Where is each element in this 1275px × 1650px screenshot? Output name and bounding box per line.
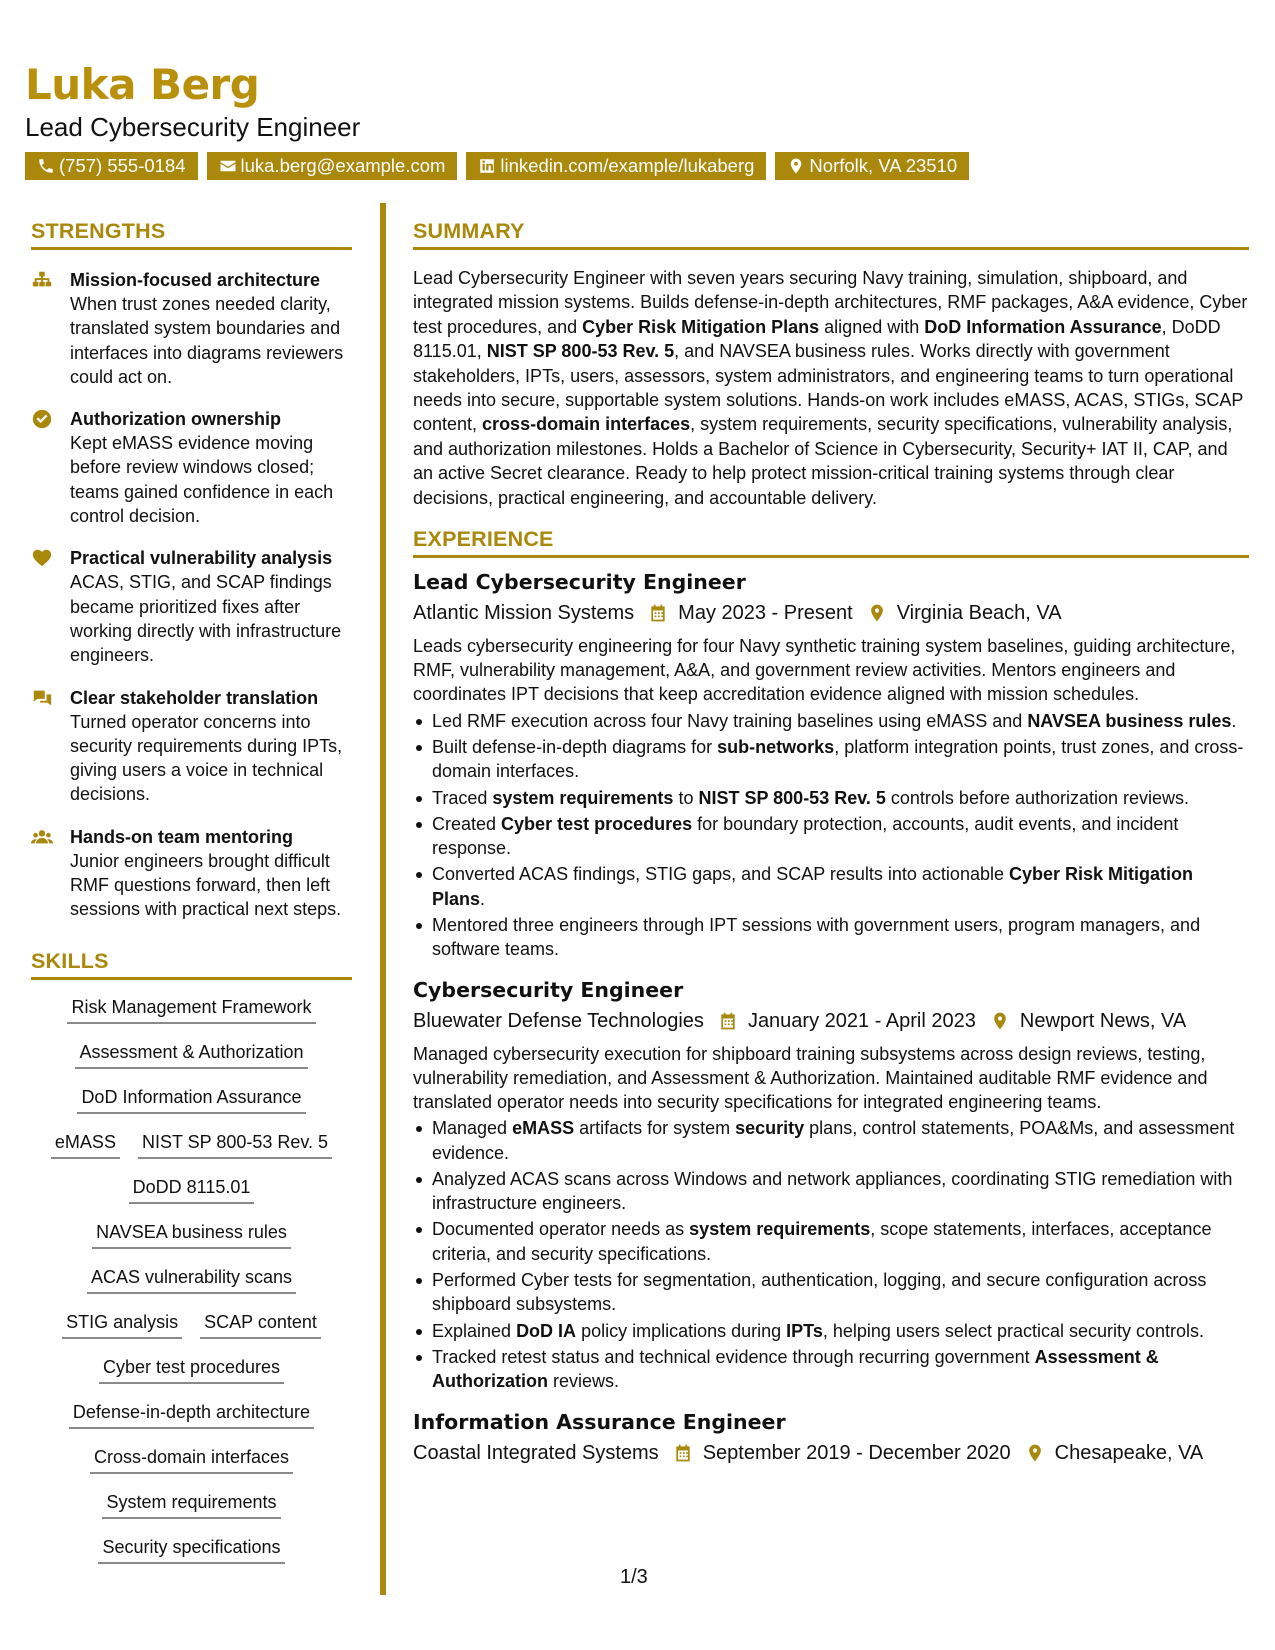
text-run: Converted ACAS findings, STIG gaps, and SCAP results into actionable <box>432 864 1009 885</box>
job-entry <box>413 976 1250 1394</box>
text-run: Led RMF execution across four Navy training baselines using eMASS and <box>432 710 1028 731</box>
skill-tag: DoDD 8115.01 <box>129 1174 255 1204</box>
strength-title: Practical vulnerability analysis <box>70 548 333 569</box>
skill-tag: DoD Information Assurance <box>77 1084 305 1114</box>
text-run: to <box>673 787 699 808</box>
text-run: , scope statements, interfaces, acceptance criteria, and security specifications. <box>432 1219 1212 1264</box>
calendar-icon <box>648 602 668 624</box>
job-title: Cybersecurity Engineer <box>413 977 684 1002</box>
text-run: controls before authorization reviews. <box>885 787 1190 808</box>
skill-row <box>99 1354 284 1399</box>
skill-tag: Assessment & Authorization <box>75 1039 307 1069</box>
text-run: , and NAVSEA business rules. Works directly with government stakeholders, IPTs, users, assessors, system administrators, and engineering teams to turn operational needs into secure, supportable system solutions. Hands-on work includes eMASS, ACAS, STIGs, SCAP content, <box>413 341 1244 435</box>
bullet-item <box>413 786 1250 810</box>
job-company: Atlantic Mission Systems <box>413 602 635 625</box>
bullet-item <box>413 709 1250 733</box>
skill-row <box>67 994 315 1039</box>
bullet-item <box>413 1217 1250 1266</box>
strength-title: Mission-focused architecture <box>70 270 321 290</box>
contact-phone[interactable] <box>25 152 198 180</box>
skill-tag: Cross-domain interfaces <box>90 1444 293 1474</box>
job-description: Leads cybersecurity engineering for four Navy synthetic training system baselines, guiding architecture, RMF, vulnerability management, A&A, and government review activities. Mentors engineers and coordinates IPT decisions that keep accreditation evidence aligned with mission schedules. <box>413 636 1236 705</box>
candidate-title: Lead Cybersecurity Engineer <box>25 112 361 142</box>
text-run: policy implications during <box>576 1320 787 1341</box>
bold-text: Cyber test procedures <box>501 813 693 834</box>
bold-text: DoD IA <box>516 1320 577 1341</box>
skill-row <box>69 1399 314 1444</box>
bullet-item <box>413 735 1250 784</box>
job-dates: May 2023 - Present <box>678 602 853 625</box>
strength-desc: When trust zones needed clarity, translated system boundaries and interfaces into diagrams reviewers could act on. <box>70 294 344 387</box>
text-run: plans, control statements, POA&Ms, and assessment evidence. <box>432 1118 1235 1163</box>
strength-item <box>31 686 352 807</box>
contact-linkedin[interactable] <box>466 152 766 180</box>
text-run: Managed <box>432 1118 513 1139</box>
strength-desc: Kept eMASS evidence moving before review windows closed; teams gained confidence in each control decision. <box>70 433 334 527</box>
bullet-item <box>413 812 1250 861</box>
contact-linkedin-text: linkedin.com/example/lukaberg <box>500 155 755 176</box>
candidate-name: Luka Berg <box>25 60 260 109</box>
text-run: reviews. <box>547 1371 619 1392</box>
skill-row <box>62 1309 321 1354</box>
text-run: Documented operator needs as <box>432 1219 690 1240</box>
bullet-item <box>413 1268 1250 1317</box>
job-company: Bluewater Defense Technologies <box>413 1009 704 1032</box>
bullet-item <box>413 913 1250 962</box>
skill-tag: SCAP content <box>200 1309 321 1339</box>
job-meta <box>413 1006 1250 1036</box>
text-run: Built defense-in-depth diagrams for <box>432 736 718 757</box>
job-location: Newport News, VA <box>1019 1009 1187 1032</box>
bullet-item <box>413 1116 1250 1165</box>
skills-list <box>31 994 352 1579</box>
text-run: Analyzed ACAS scans across Windows and network appliances, coordinating STIG remediation with infrastructure engineers. <box>432 1168 1233 1214</box>
text-run: , platform integration points, trust zones, and cross-domain interfaces. <box>432 736 1244 782</box>
sitemap-icon <box>31 269 53 291</box>
text-run: , helping users select practical security controls. <box>822 1320 1205 1341</box>
bold-text: IPTs <box>786 1320 823 1341</box>
location-pin-icon <box>1025 1442 1045 1464</box>
location-pin-icon <box>787 157 805 175</box>
job-meta <box>413 598 1250 628</box>
strength-item <box>31 268 352 389</box>
text-run: artifacts for system <box>574 1118 736 1139</box>
bold-text: sub-networks <box>717 736 835 757</box>
text-run: Tracked retest status and technical evidence through recurring government <box>432 1346 1035 1367</box>
bullet-item <box>413 862 1250 911</box>
bold-text: Assessment & Authorization <box>432 1346 1159 1392</box>
bold-text: security <box>735 1118 805 1139</box>
location-pin-icon <box>990 1010 1010 1032</box>
job-entry <box>413 1408 1250 1468</box>
job-description: Managed cybersecurity execution for shipboard training subsystems across design reviews, testing, vulnerability remediation, and Assessment & Authorization. Maintained auditable RMF evidence and translated operator needs into security specifications for integrated engineering teams. <box>413 1043 1208 1113</box>
skill-row <box>129 1174 255 1219</box>
comments-icon <box>31 687 53 709</box>
strength-item <box>31 546 352 667</box>
job-location: Chesapeake, VA <box>1054 1441 1204 1464</box>
job-bullets <box>413 709 1250 962</box>
skill-row <box>87 1264 296 1309</box>
skill-tag: Risk Management Framework <box>67 994 315 1024</box>
strength-desc: Turned operator concerns into security requirements during IPTs, giving users a voice in technical decisions. <box>70 711 343 805</box>
heart-icon <box>31 547 53 569</box>
bold-text: system requirements <box>492 787 674 808</box>
skill-row <box>98 1534 284 1579</box>
strength-desc: Junior engineers brought difficult RMF questions forward, then left sessions with practical next steps. <box>70 850 342 920</box>
summary-heading: SUMMARY <box>413 216 1249 250</box>
calendar-icon <box>673 1442 693 1464</box>
skill-tag: Defense-in-depth architecture <box>69 1399 314 1429</box>
skill-row <box>75 1039 307 1084</box>
skills-heading: SKILLS <box>31 946 352 980</box>
bold-text: Cyber Risk Mitigation Plans <box>432 864 1194 909</box>
experience-heading: EXPERIENCE <box>413 524 1249 558</box>
page-number: 1/3 <box>620 1566 648 1588</box>
strength-title: Hands-on team mentoring <box>70 826 294 847</box>
calendar-icon <box>718 1010 738 1032</box>
left-column <box>31 216 352 1579</box>
phone-icon <box>37 157 55 175</box>
text-run: Performed Cyber tests for segmentation, authentication, logging, and secure configuration across shipboard subsystems. <box>432 1270 1207 1315</box>
bold-text: system requirements <box>689 1219 871 1240</box>
text-run: , DoDD 8115.01, <box>413 316 1221 362</box>
strength-title: Authorization ownership <box>70 409 281 430</box>
job-title: Information Assurance Engineer <box>413 1409 786 1434</box>
bold-text: DoD Information Assurance <box>924 316 1162 337</box>
skill-tag: NAVSEA business rules <box>92 1219 291 1249</box>
bullet-item <box>413 1319 1250 1343</box>
skill-row <box>51 1129 332 1174</box>
text-run: aligned with <box>819 316 925 337</box>
email-icon <box>219 157 237 175</box>
users-icon <box>31 826 53 848</box>
bullet-item <box>413 1167 1250 1216</box>
bold-text: NIST SP 800-53 Rev. 5 <box>698 787 886 808</box>
resume-header <box>25 60 360 144</box>
strength-desc: ACAS, STIG, and SCAP findings became prioritized fixes after working directly with infrastructure engineers. <box>70 572 342 666</box>
linkedin-icon <box>478 157 496 175</box>
check-circle-icon <box>31 408 53 430</box>
contact-location-text: Norfolk, VA 23510 <box>809 155 958 176</box>
right-column <box>413 216 1250 1468</box>
text-run: , system requirements, security specifications, vulnerability analysis, and authorization milestones. Holds a Bachelor of Science in Cybersecurity, Security+ IAT II, CAP, and an active Secret clearance. Ready to help protect mission-critical training systems through clear decisions, practical engineering, and accountable delivery. <box>413 414 1233 508</box>
job-company: Coastal Integrated Systems <box>413 1441 659 1464</box>
job-meta <box>413 1438 1250 1468</box>
contact-phone-text: (757) 555-0184 <box>59 155 186 176</box>
skill-tag: ACAS vulnerability scans <box>87 1264 296 1294</box>
bullet-item <box>413 1345 1250 1394</box>
strength-item <box>31 825 352 922</box>
skill-row <box>92 1219 291 1264</box>
skill-tag: eMASS <box>51 1129 120 1159</box>
job-dates: January 2021 - April 2023 <box>747 1009 976 1032</box>
column-divider <box>380 203 386 1595</box>
strength-title: Clear stakeholder translation <box>70 687 319 708</box>
contact-email-text: luka.berg@example.com <box>240 155 446 176</box>
job-entry <box>413 568 1250 962</box>
bold-text: eMASS <box>512 1118 575 1139</box>
text-run: . <box>1231 710 1237 731</box>
location-pin-icon <box>867 602 887 624</box>
contact-location <box>775 152 969 180</box>
bold-text: Cyber Risk Mitigation Plans <box>582 316 820 337</box>
contact-email[interactable] <box>207 152 458 180</box>
strength-item <box>31 407 352 528</box>
skill-tag: System requirements <box>102 1489 280 1519</box>
strengths-heading: STRENGTHS <box>31 216 352 250</box>
skill-row <box>90 1444 293 1489</box>
job-location: Virginia Beach, VA <box>896 602 1062 625</box>
skill-tag: Cyber test procedures <box>99 1354 284 1384</box>
text-run: Traced <box>432 787 493 808</box>
text-run: for boundary protection, accounts, audit events, and incident response. <box>432 813 1179 859</box>
job-bullets <box>413 1116 1250 1393</box>
text-run: Explained <box>432 1320 517 1341</box>
text-run: Lead Cybersecurity Engineer with seven years securing Navy training, simulation, shipboard, and integrated mission systems. Builds defense-in-depth architectures, RMF packages, A&A evidence, Cyber test procedures, and <box>413 268 1248 337</box>
summary-text <box>413 266 1250 510</box>
text-run: Mentored three engineers through IPT sessions with government users, program managers, and software teams. <box>432 915 1201 960</box>
skill-tag: NIST SP 800-53 Rev. 5 <box>138 1129 332 1159</box>
text-run: . <box>480 888 486 909</box>
bold-text: NIST SP 800-53 Rev. 5 <box>486 341 675 362</box>
bold-text: cross-domain interfaces <box>482 414 691 435</box>
skill-row <box>102 1489 280 1534</box>
job-dates: September 2019 - December 2020 <box>702 1441 1011 1464</box>
contact-bar <box>25 152 969 180</box>
job-title: Lead Cybersecurity Engineer <box>413 570 746 595</box>
skill-tag: Security specifications <box>98 1534 284 1564</box>
experience-list <box>413 568 1250 1467</box>
text-run: Created <box>432 813 502 834</box>
skill-tag: STIG analysis <box>62 1309 182 1339</box>
bold-text: NAVSEA business rules <box>1027 710 1232 731</box>
skill-row <box>77 1084 305 1129</box>
